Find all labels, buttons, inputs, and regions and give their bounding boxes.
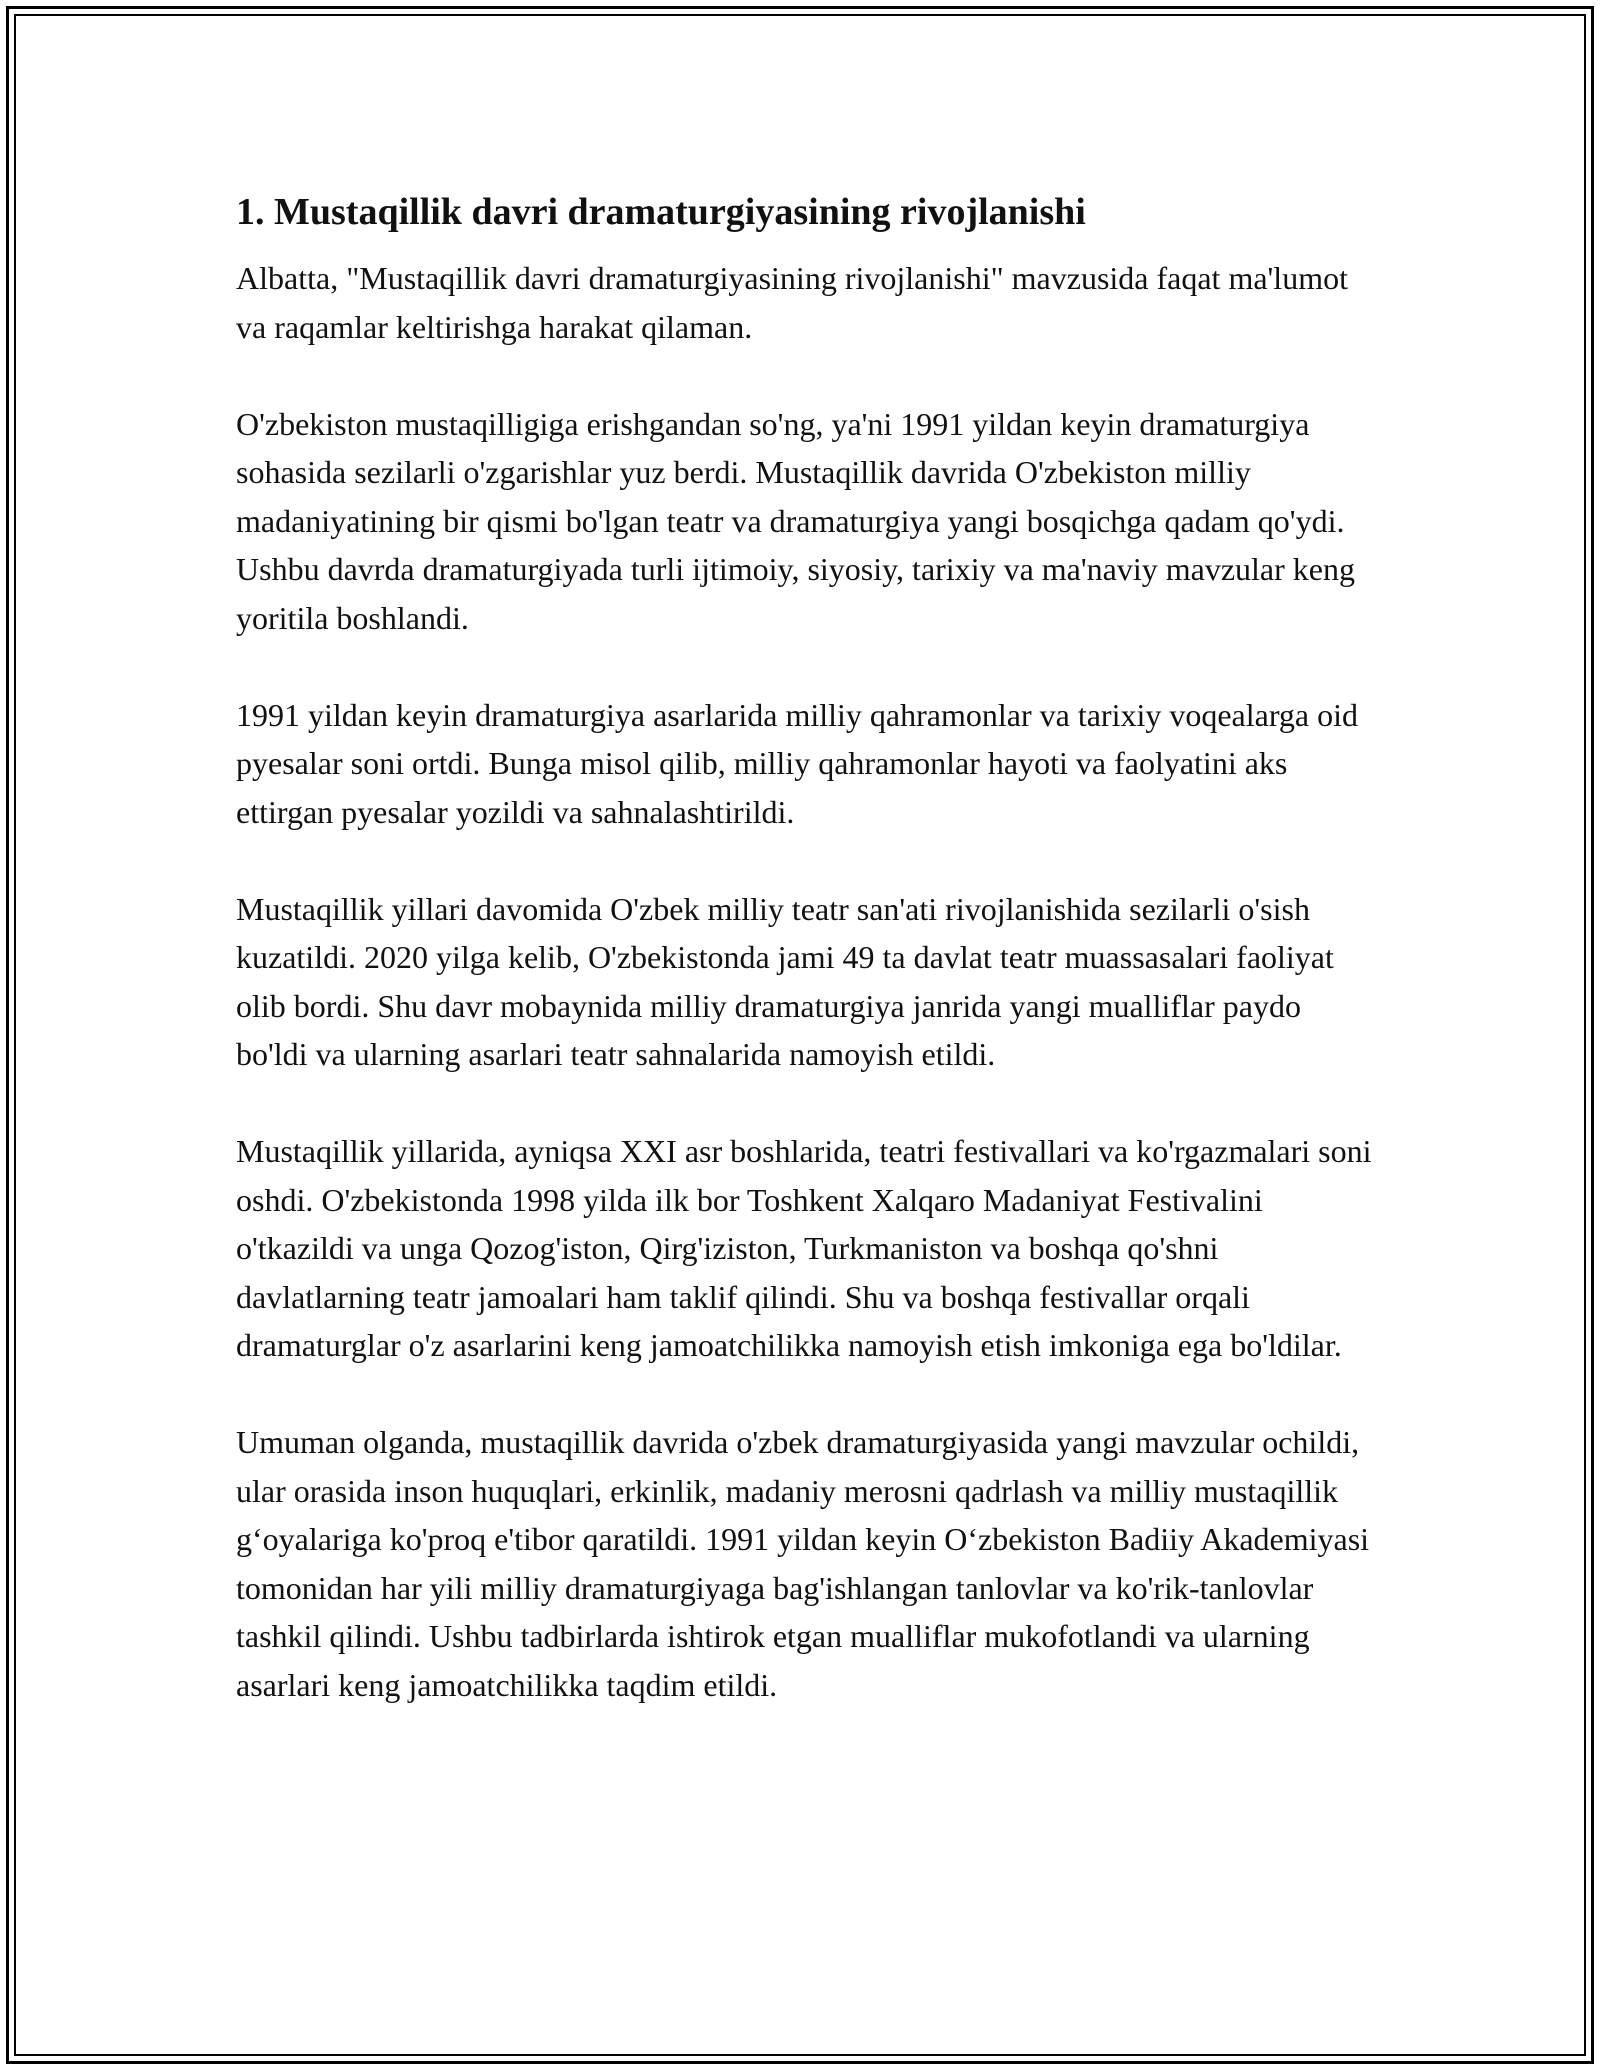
paragraph-conclusion: Umuman olganda, mustaqillik davrida o'zbek dramaturgiyasida yangi mavzular ochildi, ular orasida inson huquqlari, erkinlik, madaniy merosni qadrlash va milliy mustaqillik g‘oyalariga ko'proq e'tibor qaratildi. 1991 yildan keyin O‘zbekiston Badiiy Akademiyasi tomonidan har yili milliy dramaturgiyaga bag'ishlangan tanlovlar va ko'rik-tanlovlar tashkil qilindi. Ushbu tadbirlarda ishtirok etgan mualliflar mukofotlandi va ularning asarlari keng jamoatchilikka taqdim etildi. [236, 1424, 1370, 1703]
paragraph-theatre-growth: Mustaqillik yillari davomida O'zbek milliy teatr san'ati rivojlanishida sezilarli o'sish kuzatildi. 2020 yilga kelib, O'zbekistonda jami 49 ta davlat teatr muassasalari faoliyat olib bordi. Shu davr mobaynida milliy dramaturgiya janrida yangi mualliflar paydo bo'ldi va ularning asarlari teatr sahnalarida namoyish etildi. [236, 890, 1334, 1072]
paragraph-national-heroes: 1991 yildan keyin dramaturgiya asarlarida milliy qahramonlar va tarixiy voqealarga oid pyesalar soni ortdi. Bunga misol qilib, milliy qahramonlar hayoti va faolyatini aks ettirgan pyesalar yozildi va sahnalashtirildi. [236, 696, 1359, 830]
paragraph-festivals: Mustaqillik yillarida, ayniqsa XXI asr boshlarida, teatri festivallari va ko'rgazmalari soni oshdi. O'zbekistonda 1998 yilda ilk bor Toshkent Xalqaro Madaniyat Festivalini o'tkazildi va unga Qozog'iston, Qirg'iziston, Turkmaniston va boshqa qo'shni davlatlarning teatr jamoalari ham taklif qilindi. Shu va boshqa festivallar orqali dramaturglar o'z asarlarini keng jamoatchilikka namoyish etish imkoniga ega bo'ldilar. [236, 1133, 1372, 1363]
paragraph-intro: Albatta, "Mustaqillik davri dramaturgiyasining rivojlanishi" mavzusida faqat ma'lumot va raqamlar keltirishga harakat qilaman. [236, 260, 1348, 345]
paragraph-independence: O'zbekiston mustaqilligiga erishgandan so'ng, ya'ni 1991 yildan keyin dramaturgiya sohasida sezilarli o'zgarishlar yuz berdi. Mustaqillik davrida O'zbekiston milliy madaniyatining bir qismi bo'lgan teatr va dramaturgiya yangi bosqichga qadam qo'ydi. Ushbu davrda dramaturgiyada turli ijtimoiy, siyosiy, tarixiy va ma'naviy mavzular keng yoritila boshlandi. [236, 405, 1355, 636]
document-body [236, 186, 1376, 1709]
section-title: 1. Mustaqillik davri dramaturgiyasining rivojlanishi [236, 191, 1086, 233]
